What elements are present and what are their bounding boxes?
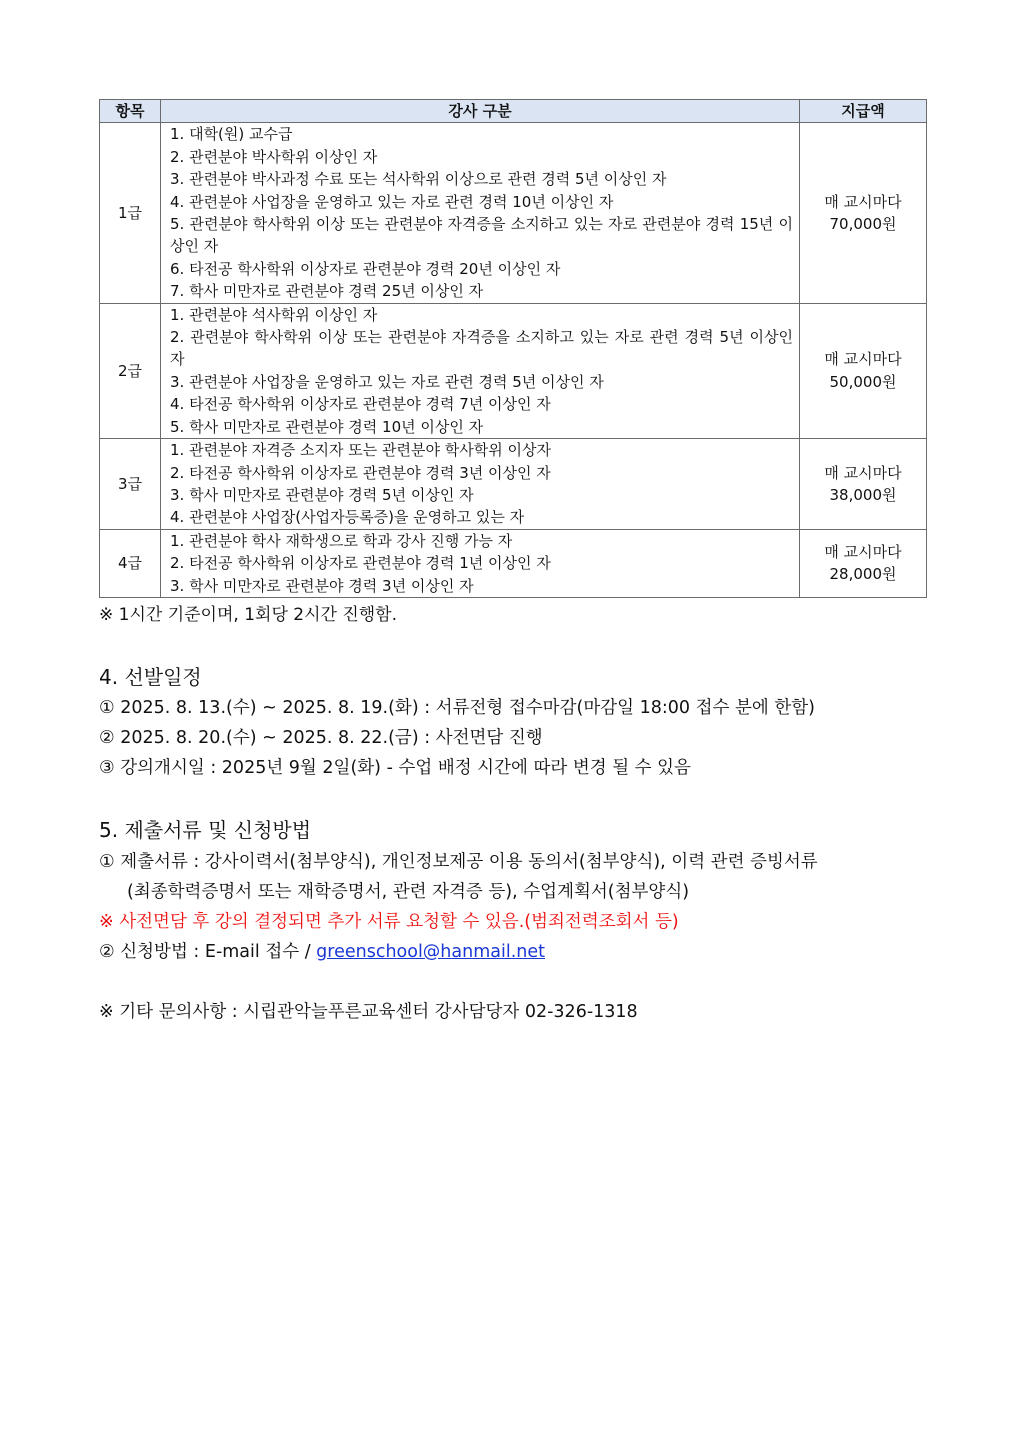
header-payment: 지급액 [800,100,927,123]
schedule-item: ① 2025. 8. 13.(수) ~ 2025. 8. 19.(화) : 서류전형 접수마감(마감일 18:00 접수 분에 한함) [99,698,815,718]
required-documents-continued: (최종학력증명서 또는 재학증명서, 관련 자격증 등), 수업계획서(첨부양식) [127,882,690,902]
criteria-item: 4. 관련분야 사업장을 운영하고 있는 자로 관련 경력 10년 이상인 자 [170,192,614,211]
criteria-item: 5. 학사 미만자로 관련분야 경력 10년 이상인 자 [170,417,484,436]
schedule-item: ③ 강의개시일 : 2025년 9월 2일(화) - 수업 배정 시간에 따라 변경 될 수 있음 [99,758,691,778]
criteria-item: 2. 타전공 학사학위 이상자로 관련분야 경력 1년 이상인 자 [170,554,551,573]
criteria-item: 3. 학사 미만자로 관련분야 경력 5년 이상인 자 [170,485,474,504]
criteria-item: 3. 관련분야 사업장을 운영하고 있는 자로 관련 경력 5년 이상인 자 [170,372,604,391]
criteria-cell [161,529,800,597]
grade-cell: 4급 [100,529,161,597]
required-documents: ① 제출서류 : 강사이력서(첨부양식), 개인정보제공 이용 동의서(첨부양식), 이력 관련 증빙서류 [99,852,818,872]
criteria-item: 6. 타전공 학사학위 이상자로 관련분야 경력 20년 이상인 자 [170,259,561,278]
criteria-item: 2. 관련분야 박사학위 이상인 자 [170,147,378,166]
criteria-item: 1. 대학(원) 교수급 [170,125,293,144]
payment-amount: 38,000원 [829,485,897,504]
criteria-item: 5. 관련분야 학사학위 이상 또는 관련분야 자격증을 소지하고 있는 자로 관련분야 경력 15년 이상인 자 [170,215,793,256]
additional-documents-notice: ※ 사전면담 후 강의 결정되면 추가 서류 요청할 수 있음.(범죄전력조회서 등) [99,912,679,932]
application-method-label: ② 신청방법 : E-mail 접수 / [99,942,317,962]
instructor-fee-table [99,99,927,598]
payment-cell [800,529,927,597]
payment-cell [800,303,927,438]
criteria-item: 2. 관련분야 학사학위 이상 또는 관련분야 자격증을 소지하고 있는 자로 관련 경력 5년 이상인 자 [170,328,793,369]
criteria-item: 1. 관련분야 석사학위 이상인 자 [170,305,378,324]
table-footnote: ※ 1시간 기준이며, 1회당 2시간 진행함. [99,605,398,625]
payment-amount: 70,000원 [829,215,897,234]
grade-cell: 1급 [100,123,161,303]
contact-info: ※ 기타 문의사항 : 시립관악늘푸른교육센터 강사담당자 02-326-1318 [99,1002,638,1022]
criteria-item: 1. 관련분야 학사 재학생으로 학과 강사 진행 가능 자 [170,531,513,550]
grade-cell: 3급 [100,439,161,530]
email-link[interactable]: greenschool@hanmail.net [316,942,545,962]
header-grade: 항목 [100,100,161,123]
header-instructor-category: 강사 구분 [161,100,800,123]
payment-unit: 매 교시마다 [824,542,902,561]
section-5-title: 5. 제출서류 및 신청방법 [99,818,312,842]
grade-cell: 2급 [100,303,161,438]
application-method [99,940,545,964]
table-row [100,439,927,530]
criteria-item: 3. 관련분야 박사과정 수료 또는 석사학위 이상으로 관련 경력 5년 이상인 자 [170,170,667,189]
criteria-item: 4. 타전공 학사학위 이상자로 관련분야 경력 7년 이상인 자 [170,395,551,414]
criteria-item: 1. 관련분야 자격증 소지자 또는 관련분야 학사학위 이상자 [170,441,551,460]
table-row [100,303,927,438]
criteria-cell [161,439,800,530]
criteria-item: 2. 타전공 학사학위 이상자로 관련분야 경력 3년 이상인 자 [170,463,551,482]
payment-unit: 매 교시마다 [824,192,902,211]
criteria-item: 3. 학사 미만자로 관련분야 경력 3년 이상인 자 [170,576,474,595]
payment-cell [800,439,927,530]
table-row [100,529,927,597]
schedule-item: ② 2025. 8. 20.(수) ~ 2025. 8. 22.(금) : 사전면담 진행 [99,728,543,748]
payment-unit: 매 교시마다 [824,350,902,369]
table-row [100,123,927,303]
payment-cell [800,123,927,303]
criteria-cell [161,123,800,303]
criteria-item: 4. 관련분야 사업장(사업자등록증)을 운영하고 있는 자 [170,508,525,527]
payment-amount: 28,000원 [829,565,897,584]
section-4-title: 4. 선발일정 [99,665,202,689]
payment-unit: 매 교시마다 [824,463,902,482]
table-header-row [100,100,927,123]
criteria-item: 7. 학사 미만자로 관련분야 경력 25년 이상인 자 [170,282,484,301]
criteria-cell [161,303,800,438]
payment-amount: 50,000원 [829,372,897,391]
